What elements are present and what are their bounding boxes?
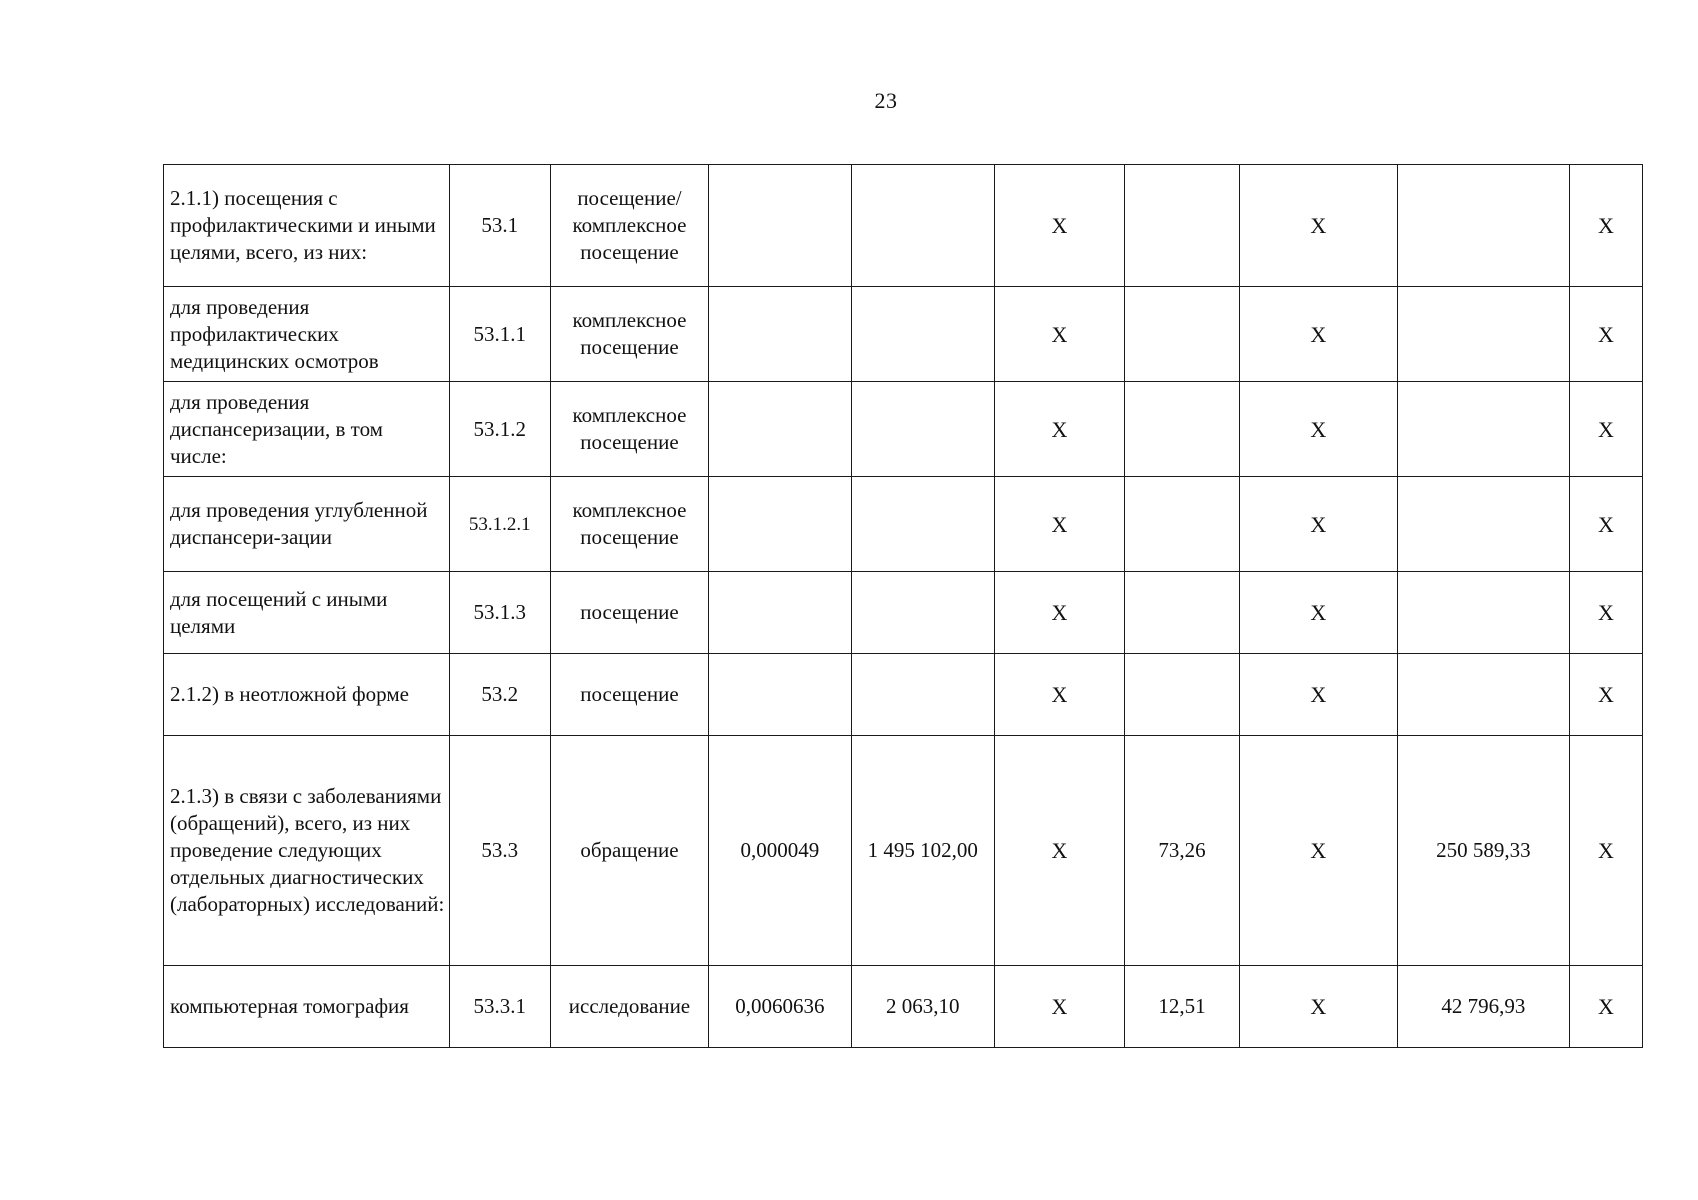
row-value-cell <box>708 165 851 287</box>
row-value-cell: Х <box>1569 165 1642 287</box>
page-number: 23 <box>874 88 898 113</box>
row-value-cell <box>1125 287 1239 382</box>
row-value-cell: 250 589,33 <box>1397 736 1569 966</box>
row-value-cell <box>851 654 994 736</box>
row-unit-cell: посещение <box>550 654 708 736</box>
row-value-cell <box>1397 477 1569 572</box>
row-unit-cell: посещение/ комплексное посещение <box>550 165 708 287</box>
row-name-cell: компьютерная томография <box>164 966 450 1048</box>
row-value-cell: 2 063,10 <box>851 966 994 1048</box>
row-value-cell: 73,26 <box>1125 736 1239 966</box>
row-value-cell <box>1125 382 1239 477</box>
row-value-cell: Х <box>1239 572 1397 654</box>
row-value-cell: Х <box>1239 736 1397 966</box>
row-value-cell <box>1125 477 1239 572</box>
row-value-cell: Х <box>1569 966 1642 1048</box>
row-name-cell: для проведения углубленной диспансери-зации <box>164 477 450 572</box>
row-value-cell: Х <box>1239 165 1397 287</box>
row-code-cell: 53.1.2.1 <box>449 477 550 572</box>
row-unit-cell: комплексное посещение <box>550 477 708 572</box>
row-unit-cell: посещение <box>550 572 708 654</box>
row-code-cell: 53.1.3 <box>449 572 550 654</box>
row-value-cell <box>708 654 851 736</box>
table-row <box>164 572 1643 654</box>
row-code-cell: 53.1 <box>449 165 550 287</box>
row-value-cell <box>708 382 851 477</box>
row-value-cell: 0,000049 <box>708 736 851 966</box>
row-value-cell: Х <box>1569 736 1642 966</box>
row-value-cell: Х <box>1239 654 1397 736</box>
row-value-cell <box>1397 382 1569 477</box>
row-value-cell <box>1125 572 1239 654</box>
row-unit-cell: комплексное посещение <box>550 287 708 382</box>
row-unit-cell: обращение <box>550 736 708 966</box>
row-value-cell <box>1125 165 1239 287</box>
row-unit-cell: исследование <box>550 966 708 1048</box>
row-value-cell <box>851 477 994 572</box>
row-name-cell: 2.1.3) в связи с заболеваниями (обращений), всего, из них проведение следующих отдельных диагностических (лабораторных) исследований: <box>164 736 450 966</box>
table-row <box>164 287 1643 382</box>
row-value-cell <box>1397 654 1569 736</box>
row-name-cell: для проведения диспансеризации, в том числе: <box>164 382 450 477</box>
table-row <box>164 966 1643 1048</box>
row-value-cell: Х <box>1239 477 1397 572</box>
row-value-cell <box>708 477 851 572</box>
row-value-cell: 0,0060636 <box>708 966 851 1048</box>
table-row <box>164 736 1643 966</box>
row-code-cell: 53.2 <box>449 654 550 736</box>
row-value-cell: Х <box>1569 654 1642 736</box>
row-value-cell <box>851 287 994 382</box>
row-code-cell: 53.3 <box>449 736 550 966</box>
row-code-cell: 53.1.1 <box>449 287 550 382</box>
row-code-cell: 53.3.1 <box>449 966 550 1048</box>
row-value-cell <box>708 287 851 382</box>
row-value-cell <box>1397 165 1569 287</box>
row-name-cell: для посещений с иными целями <box>164 572 450 654</box>
row-name-cell: 2.1.1) посещения с профилактическими и иными целями, всего, из них: <box>164 165 450 287</box>
row-value-cell: Х <box>994 165 1125 287</box>
row-value-cell <box>1125 654 1239 736</box>
row-value-cell: 12,51 <box>1125 966 1239 1048</box>
row-value-cell: Х <box>1569 572 1642 654</box>
row-unit-cell: комплексное посещение <box>550 382 708 477</box>
row-value-cell: 1 495 102,00 <box>851 736 994 966</box>
row-code-cell: 53.1.2 <box>449 382 550 477</box>
row-value-cell: Х <box>994 654 1125 736</box>
row-value-cell <box>851 572 994 654</box>
row-value-cell <box>708 572 851 654</box>
row-value-cell: Х <box>1239 966 1397 1048</box>
table-row <box>164 165 1643 287</box>
row-value-cell: Х <box>994 287 1125 382</box>
row-value-cell: Х <box>1239 382 1397 477</box>
row-value-cell: Х <box>994 736 1125 966</box>
row-value-cell: Х <box>1569 287 1642 382</box>
row-value-cell <box>1397 572 1569 654</box>
row-name-cell: 2.1.2) в неотложной форме <box>164 654 450 736</box>
row-value-cell <box>1397 287 1569 382</box>
row-value-cell <box>851 165 994 287</box>
row-value-cell: Х <box>994 572 1125 654</box>
row-value-cell: Х <box>1569 477 1642 572</box>
table-row <box>164 382 1643 477</box>
table-row <box>164 477 1643 572</box>
row-value-cell: Х <box>994 966 1125 1048</box>
row-value-cell: Х <box>1569 382 1642 477</box>
table-row <box>164 654 1643 736</box>
data-table <box>163 164 1643 1048</box>
row-value-cell: Х <box>1239 287 1397 382</box>
row-value-cell: Х <box>994 477 1125 572</box>
row-value-cell <box>851 382 994 477</box>
table-body <box>164 165 1643 1048</box>
row-value-cell: 42 796,93 <box>1397 966 1569 1048</box>
row-name-cell: для проведения профилактических медицинских осмотров <box>164 287 450 382</box>
row-value-cell: Х <box>994 382 1125 477</box>
